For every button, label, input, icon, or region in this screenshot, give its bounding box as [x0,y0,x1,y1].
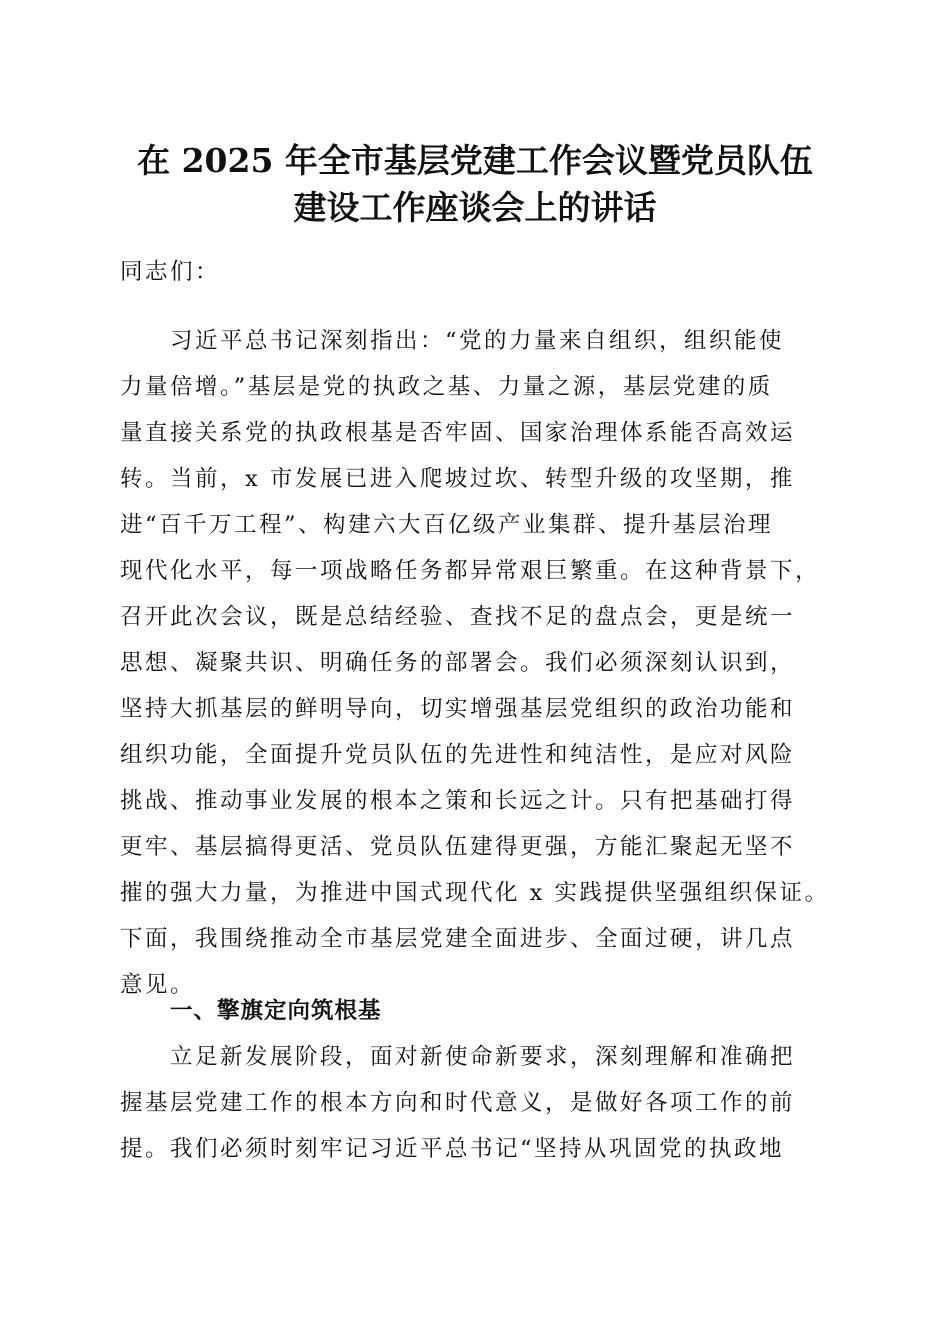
paragraph-line: 组织功能，全面提升党员队伍的先进性和纯洁性，是应对风险 [120,742,796,768]
paragraph-line: 思想、凝聚共识、明确任务的部署会。我们必须深刻认识到， [120,650,796,676]
paragraph-line: 习近平总书记深刻指出：“党的力量来自组织，组织能使 [120,328,785,354]
paragraph-line: 转。当前，x 市发展已进入爬坡过坎、转型升级的攻坚期，推 [120,466,795,492]
paragraph-line: 握基层党建工作的根本方向和时代意义，是做好各项工作的前 [120,1090,796,1116]
paragraph-line: 进“百千万工程”、构建六大百亿级产业集群、提升基层治理 [120,512,774,538]
paragraph-line: 现代化水平，每一项战略任务都异常艰巨繁重。在这种背景下， [120,558,821,584]
paragraph-line: 提。我们必须时刻牢记习近平总书记“坚持从巩固党的执政地 [120,1136,785,1162]
paragraph-line: 力量倍增。”基层是党的执政之基、力量之源，基层党建的质 [120,374,773,400]
paragraph-line: 意见。 [120,972,196,998]
paragraph-line: 摧的强大力量，为推进中国式现代化 x 实践提供坚强组织保证。 [120,880,830,906]
paragraph-line: 坚持大抓基层的鲜明导向，切实增强基层党组织的政治功能和 [120,696,796,722]
paragraph-line: 召开此次会议，既是总结经验、查找不足的盘点会，更是统一 [120,604,796,630]
paragraph-line: 立足新发展阶段，面对新使命新要求，深刻理解和准确把 [120,1044,796,1070]
document-title-line-1: 在 2025 年全市基层党建工作会议暨党员队伍 [137,141,813,180]
document-title-line-2: 建设工作座谈会上的讲话 [293,188,657,227]
greeting: 同志们： [120,259,221,285]
paragraph-line: 更牢、基层搞得更活、党员队伍建得更强，方能汇聚起无坚不 [120,834,796,860]
section-heading-1: 一、擎旗定向筑根基 [170,998,382,1024]
paragraph-line: 下面，我围绕推动全市基层党建全面进步、全面过硬，讲几点 [120,926,796,952]
paragraph-line: 量直接关系党的执政根基是否牢固、国家治理体系能否高效运 [120,420,796,446]
paragraph-line: 挑战、推动事业发展的根本之策和长远之计。只有把基础打得 [120,788,796,814]
